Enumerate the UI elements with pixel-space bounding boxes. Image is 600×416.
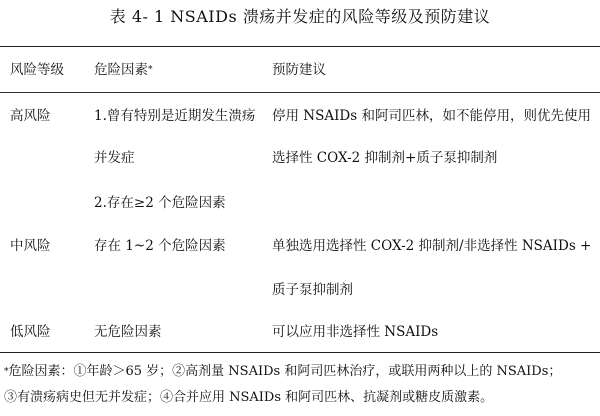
row-low-level: 低风险 [10, 324, 51, 340]
row-high-advice-line-2: 选择性 COX-2 抑制剂+质子泵抑制剂 [272, 150, 498, 166]
header-prevention-advice: 预防建议 [272, 62, 326, 78]
row-high-advice-line-1: 停用 NSAIDs 和阿司匹林，如不能停用，则优先使用 [272, 108, 591, 124]
row-high-factor-line-3: 2.存在≥2 个危险因素 [94, 195, 226, 211]
row-medium-level: 中风险 [10, 238, 51, 254]
row-high-factor-line-1: 1.曾有特别是近期发生溃疡 [94, 108, 256, 124]
footnote-line-1 [4, 362, 561, 382]
row-high-level: 高风险 [10, 108, 51, 124]
table-header-rule [0, 92, 600, 93]
row-high-factor-line-2: 并发症 [94, 150, 135, 166]
row-medium-advice-line-1: 单独选用选择性 COX-2 抑制剂/非选择性 NSAIDs + [272, 238, 592, 254]
header-risk-factors [94, 60, 153, 80]
table-title: 表 4- 1 NSAIDs 溃疡并发症的风险等级及预防建议 [109, 7, 491, 26]
header-risk-factors-mark: * [148, 65, 153, 75]
row-medium-factor-line-1: 存在 1~2 个危险因素 [94, 238, 226, 254]
table-bottom-rule [0, 352, 600, 353]
row-low-factor-line-1: 无危险因素 [94, 324, 162, 340]
row-medium-advice-line-2: 质子泵抑制剂 [272, 282, 353, 298]
header-risk-level: 风险等级 [10, 62, 64, 78]
row-low-advice-line-1: 可以应用非选择性 NSAIDs [272, 324, 439, 340]
table-top-rule [0, 46, 600, 47]
footnote-line-2: ③有溃疡病史但无并发症；④合并应用 NSAIDs 和阿司匹林、抗凝剂或糖皮质激素。 [4, 390, 494, 405]
header-risk-factors-label: 危险因素 [94, 62, 148, 78]
footnote-line-1-text: 危险因素：①年龄＞65 岁；②高剂量 NSAIDs 和阿司匹林治疗，或联用两种以上的 NSAIDs； [8, 364, 562, 379]
footnote-mark: * [4, 367, 9, 377]
